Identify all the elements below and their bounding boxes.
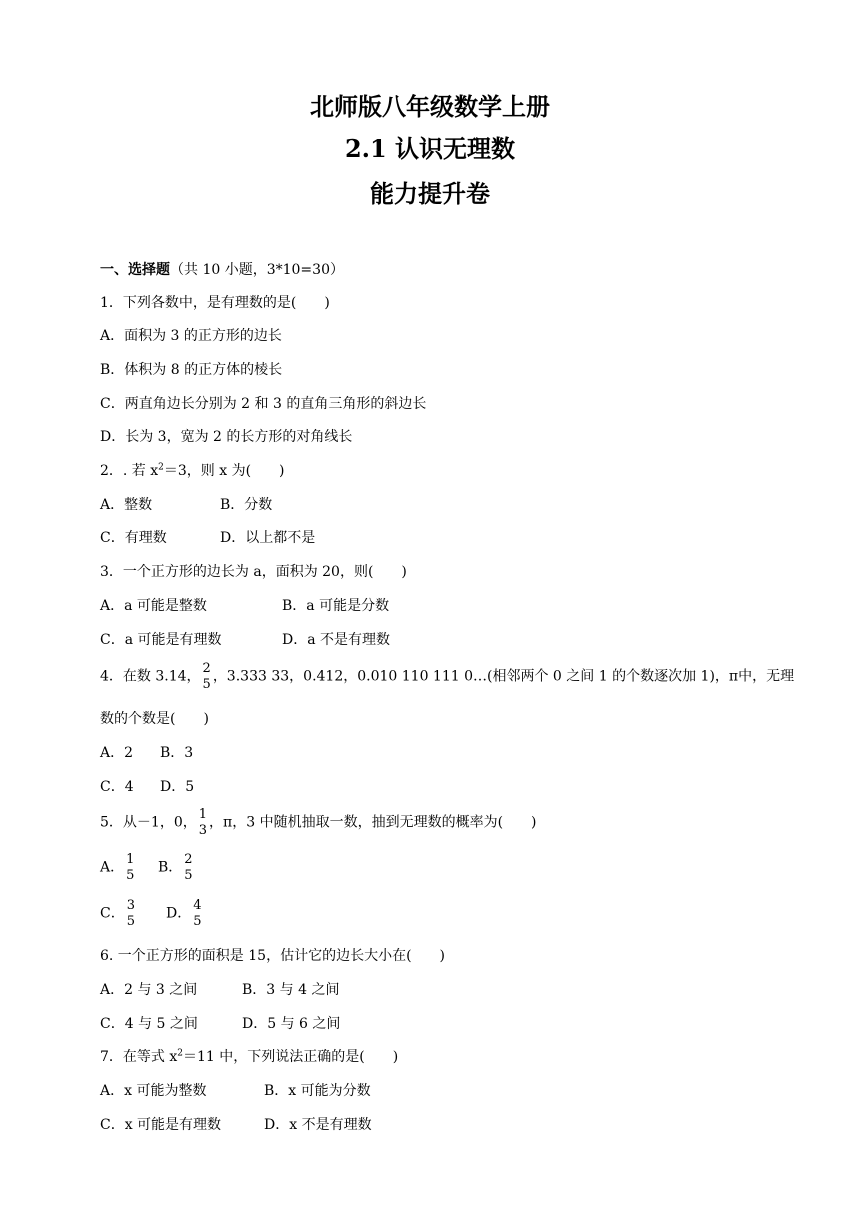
q3-option-a: A．a 可能是整数	[100, 598, 207, 614]
q5-option-b-label: B．	[158, 859, 183, 876]
q4-option-b: B．3	[160, 745, 194, 761]
q4-option-c: C．4	[100, 779, 134, 795]
doc-title: 北师版八年级数学上册	[310, 92, 550, 121]
q5-a-denominator: 5	[126, 868, 135, 883]
q5-stem-post: ，π，3 中随机抽取一数，抽到无理数的概率为( )	[209, 814, 537, 831]
section-note: （共 10 小题，3*10=30）	[170, 262, 344, 278]
q5-option-b-fraction	[184, 852, 192, 883]
q5-fraction-numerator: 1	[198, 807, 208, 822]
q4-stem-post: ，3.333 33，0.412，0.010 110 111 0…(相邻两个 0 之间 1 的个数逐次加 1)，π中，无理	[212, 668, 795, 685]
q3-option-c: C．a 可能是有理数	[100, 632, 222, 648]
q5-b-numerator: 2	[184, 852, 193, 867]
q1-option-d: D．长为 3，宽为 2 的长方形的对角线长	[100, 429, 353, 445]
q5-fraction-denominator: 3	[198, 823, 208, 838]
q5-option-d-label: D．	[166, 905, 192, 922]
q5-b-denominator: 5	[184, 868, 193, 883]
q4-stem-pre: 4．在数 3.14，	[100, 668, 201, 685]
q5-option-a	[100, 852, 136, 883]
q4-stem-line2: 数的个数是( )	[100, 711, 209, 727]
q5-a-numerator: 1	[126, 852, 135, 867]
q1-option-a: A．面积为 3 的正方形的边长	[100, 328, 282, 344]
q3-stem: 3．一个正方形的边长为 a，面积为 20，则( )	[100, 564, 407, 580]
lesson-title: 2.1 认识无理数	[344, 134, 516, 163]
q6-option-a: A．2 与 3 之间	[100, 982, 198, 998]
q7-option-a: A．x 可能为整数	[100, 1083, 207, 1099]
q4-stem	[100, 661, 794, 692]
paper-subtitle: 能力提升卷	[370, 179, 490, 208]
q2-option-d: D．以上都不是	[220, 530, 316, 546]
q7-stem-post: ＝11 中，下列说法正确的是( )	[183, 1049, 399, 1065]
q4-option-d: D．5	[160, 779, 195, 795]
q2-option-a: A．整数	[100, 497, 153, 513]
q2-stem-pre: 2．. 若 x	[100, 463, 159, 479]
q3-option-d: D．a 不是有理数	[282, 632, 391, 648]
q2-stem-post: ＝3，则 x 为( )	[163, 463, 285, 479]
q5-c-denominator: 5	[126, 914, 135, 929]
q6-stem: 6. 一个正方形的面积是 15，估计它的边长大小在( )	[100, 948, 445, 964]
section-label: 一、选择题	[100, 262, 170, 278]
q5-option-b	[158, 852, 195, 883]
q5-option-d-fraction	[193, 898, 201, 929]
q1-option-c: C．两直角边长分别为 2 和 3 的直角三角形的斜边长	[100, 396, 427, 412]
q6-option-d: D．5 与 6 之间	[242, 1016, 341, 1032]
q7-stem-pre: 7．在等式 x	[100, 1049, 178, 1065]
q5-c-numerator: 3	[126, 898, 135, 913]
q5-stem-pre: 5．从－1，0，	[100, 814, 197, 831]
q6-option-c: C．4 与 5 之间	[100, 1016, 198, 1032]
q2-stem	[100, 462, 285, 480]
q3-option-b: B．a 可能是分数	[282, 598, 390, 614]
q5-option-c-label: C．	[100, 905, 125, 922]
q5-option-c-fraction	[127, 898, 135, 929]
q4-fraction-denominator: 5	[202, 677, 211, 692]
q5-d-numerator: 4	[193, 898, 202, 913]
q7-option-d: D．x 不是有理数	[264, 1117, 372, 1133]
q2-option-c: C．有理数	[100, 530, 167, 546]
q5-fraction	[199, 807, 207, 838]
q2-exponent: 2	[158, 462, 164, 473]
q5-option-a-label: A．	[100, 859, 125, 876]
q5-stem	[100, 807, 537, 838]
q5-d-denominator: 5	[193, 914, 202, 929]
q1-option-b: B．体积为 8 的正方体的棱长	[100, 362, 283, 378]
q5-option-d	[166, 898, 204, 929]
q7-exponent: 2	[177, 1048, 183, 1059]
q6-option-b: B．3 与 4 之间	[242, 982, 340, 998]
q4-fraction-numerator: 2	[202, 661, 211, 676]
q7-option-c: C．x 可能是有理数	[100, 1117, 222, 1133]
q7-stem	[100, 1048, 398, 1066]
q5-option-c	[100, 898, 137, 929]
q5-option-a-fraction	[126, 852, 134, 883]
q2-option-b: B．分数	[220, 497, 273, 513]
q1-stem: 1．下列各数中，是有理数的是( )	[100, 295, 330, 311]
q4-option-a: A．2	[100, 745, 134, 761]
q7-option-b: B．x 可能为分数	[264, 1083, 371, 1099]
section-heading	[100, 261, 344, 279]
q4-fraction	[203, 661, 211, 692]
